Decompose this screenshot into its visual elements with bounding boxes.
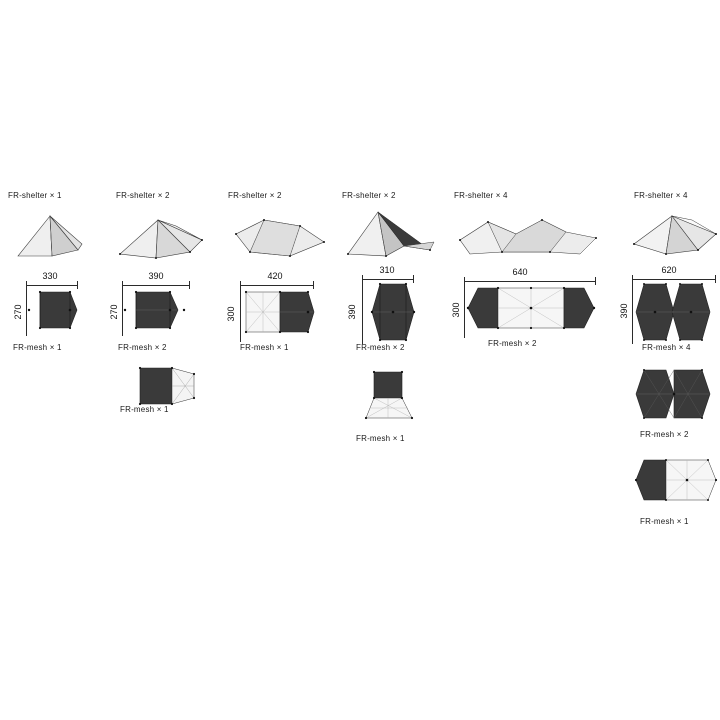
width-dim-5: 640 [512,267,528,277]
diagram-column-3 [226,0,338,720]
diagram-column-6 [614,0,720,720]
plan-view-2b [136,366,200,408]
diagram-column-5 [452,0,612,720]
plan-view-4 [362,280,428,346]
shelter-perspective-5 [454,210,604,264]
depth-dim-1: 270 [13,304,23,320]
plan-view-5 [464,282,600,338]
mesh-label-4-2: FR-mesh × 1 [356,434,405,443]
depth-dim-3: 300 [226,306,236,322]
shelter-label-1: FR-shelter × 1 [8,191,62,200]
mesh-label-2-2: FR-mesh × 1 [120,405,169,414]
mesh-label-6-1: FR-mesh × 4 [642,343,691,352]
shelter-perspective-6 [626,210,720,260]
mesh-label-3-1: FR-mesh × 1 [240,343,289,352]
depth-dim-5: 300 [451,302,461,318]
shelter-perspective-2 [114,214,210,262]
shelter-label-4: FR-shelter × 2 [342,191,396,200]
plan-view-3 [240,286,320,342]
shelter-label-2: FR-shelter × 2 [116,191,170,200]
diagram-column-4 [342,0,452,720]
plan-view-6 [632,282,720,344]
width-dim-4: 310 [379,265,395,275]
diagram-column-2 [110,0,220,720]
mesh-label-2-1: FR-mesh × 2 [118,343,167,352]
diagram-column-1 [8,0,108,720]
shelter-label-5: FR-shelter × 4 [454,191,508,200]
depth-dim-2: 270 [109,304,119,320]
plan-view-4b [360,370,430,424]
shelter-label-6: FR-shelter × 4 [634,191,688,200]
shelter-perspective-4 [344,208,440,262]
shelter-perspective-1 [12,214,92,260]
shelter-perspective-3 [228,212,328,260]
mesh-label-6-3: FR-mesh × 1 [640,517,689,526]
width-dim-1: 330 [42,271,58,281]
mesh-label-5-1: FR-mesh × 2 [488,339,537,348]
width-dim-2: 390 [148,271,164,281]
mesh-label-1-1: FR-mesh × 1 [13,343,62,352]
plan-view-6c [632,456,720,512]
mesh-label-6-2: FR-mesh × 2 [640,430,689,439]
plan-view-1 [26,286,84,338]
depth-dim-4: 390 [347,304,357,320]
plan-view-2 [122,286,196,338]
mesh-label-4-1: FR-mesh × 2 [356,343,405,352]
width-rule-6 [632,279,716,280]
shelter-label-3: FR-shelter × 2 [228,191,282,200]
depth-dim-6: 390 [619,303,629,319]
plan-view-6b [632,366,720,422]
width-dim-3: 420 [267,271,283,281]
width-dim-6: 620 [661,265,677,275]
